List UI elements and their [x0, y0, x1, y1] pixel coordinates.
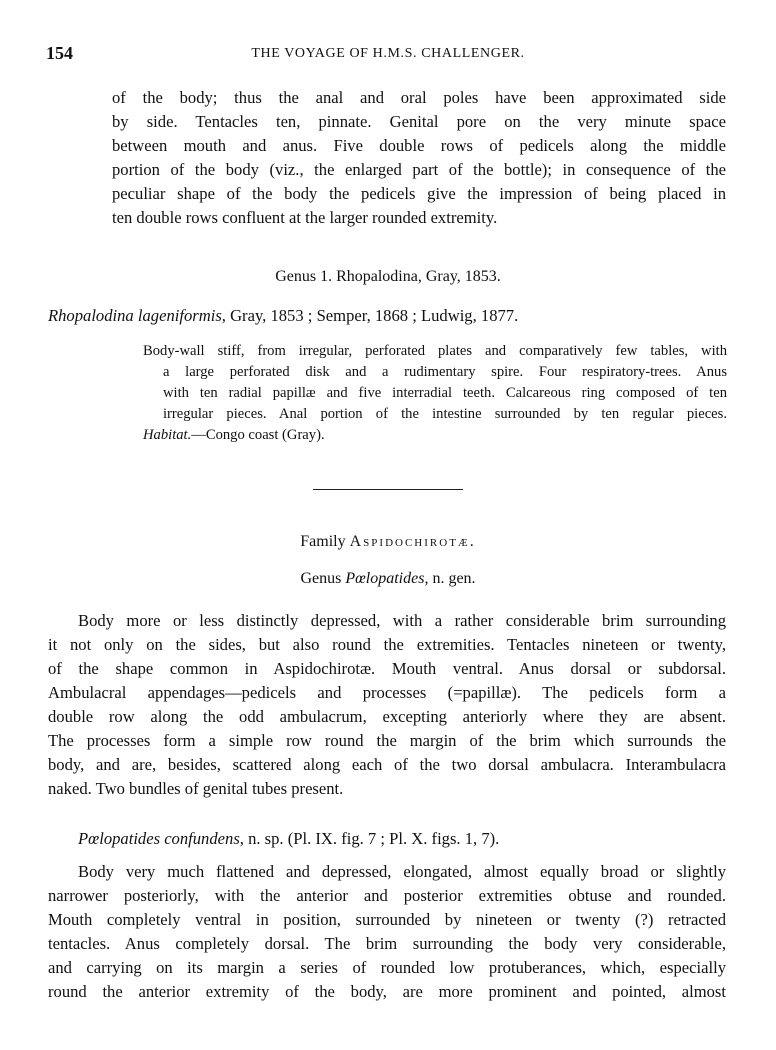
description-line: and carrying on its margin a series of rounded low protuberances, which, especially: [48, 958, 726, 977]
species-citation: [48, 306, 518, 326]
running-title: THE VOYAGE OF H.M.S. CHALLENGER.: [251, 46, 525, 61]
description-line: body, and are, besides, scattered along each of the two dorsal ambulacra. Interambulacra: [48, 755, 726, 774]
page-number: 154: [46, 43, 73, 63]
diagnosis-line: a large perforated disk and a rudimentary spire. Four respiratory-trees. Anus: [163, 364, 727, 380]
intro-line: of the body; thus the anal and oral poles have been approximated side: [112, 88, 726, 107]
description-line: Body more or less distinctly depressed, with a rather considerable brim surrounding: [78, 611, 726, 630]
description-line: naked. Two bundles of genital tubes present.: [48, 779, 344, 798]
intro-line: peculiar shape of the body the pedicels give the impression of being placed in: [112, 184, 726, 203]
species-suffix: , n. sp. (Pl. IX. fig. 7 ; Pl. X. figs. 1, 7).: [239, 829, 500, 848]
intro-line: by side. Tentacles ten, pinnate. Genital pore on the very minute space: [112, 112, 726, 131]
intro-line: portion of the body (viz., the enlarged part of the bottle); in consequence of the: [112, 160, 726, 179]
intro-line: ten double rows confluent at the larger rounded extremity.: [112, 208, 498, 227]
genus-heading: Genus 1. Rhopalodina, Gray, 1853.: [275, 268, 501, 285]
species-name: Pœlopatides confundens: [78, 829, 240, 848]
species-authority: , Gray, 1853 ; Semper, 1868 ; Ludwig, 1877.: [221, 306, 519, 325]
description-line: round the anterior extremity of the body, are more prominent and pointed, almost: [48, 982, 726, 1001]
habitat-line: [143, 427, 325, 444]
family-prefix: Family: [300, 533, 346, 550]
description-line: it not only on the sides, but also round the extremities. Tentacles nineteen or twenty,: [48, 635, 726, 654]
family-name: Aspidochirotæ.: [349, 533, 476, 550]
description-line: tentacles. Anus completely dorsal. The brim surrounding the body very considerable,: [48, 934, 726, 953]
diagnosis-line: irregular pieces. Anal portion of the intestine surrounded by ten regular pieces.: [163, 406, 727, 422]
genus-suffix: , n. gen.: [424, 570, 476, 587]
description-line: double row along the odd ambulacrum, excepting anteriorly where they are absent.: [48, 707, 726, 726]
genus-heading: [0, 570, 776, 588]
species-name: Rhopalodina lageniformis: [48, 306, 222, 325]
genus-prefix: Genus: [300, 570, 342, 587]
intro-line: between mouth and anus. Five double rows of pedicels along the middle: [112, 136, 726, 155]
description-line: narrower posteriorly, with the anterior and posterior extremities obtuse and rounded.: [48, 886, 726, 905]
diagnosis-line: Body-wall stiff, from irregular, perforated plates and comparatively few tables, with: [143, 343, 727, 359]
habitat-text: —Congo coast (Gray).: [191, 427, 325, 443]
species-citation: [78, 829, 499, 849]
description-line: of the shape common in Aspidochirotæ. Mouth ventral. Anus dorsal or subdorsal.: [48, 659, 726, 678]
section-divider: [313, 489, 463, 490]
description-line: The processes form a simple row round the margin of the brim which surrounds the: [48, 731, 726, 750]
description-line: Body very much flattened and depressed, elongated, almost equally broad or slightly: [78, 862, 726, 881]
description-line: Mouth completely ventral in position, surrounded by nineteen or twenty (?) retracted: [48, 910, 726, 929]
diagnosis-line: with ten radial papillæ and five interradial teeth. Calcareous ring composed of ten: [163, 385, 727, 401]
family-heading: [0, 533, 776, 551]
running-head: [46, 43, 730, 69]
genus-name: Pœlopatides: [345, 570, 425, 587]
description-line: Ambulacral appendages—pedicels and processes (=papillæ). The pedicels form a: [48, 683, 726, 702]
habitat-label: Habitat.: [143, 427, 192, 443]
